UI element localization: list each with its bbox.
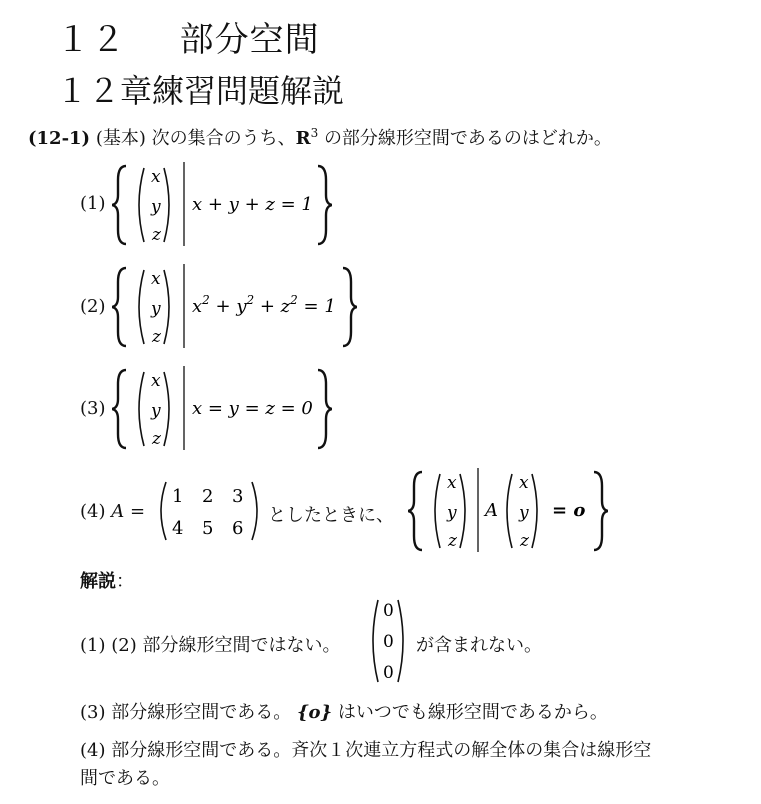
solution-colon: ： — [116, 571, 134, 592]
right-paren — [164, 372, 169, 446]
vec-entry: z — [448, 531, 457, 551]
zero-entry: 0 — [383, 601, 394, 621]
right-paren — [164, 270, 169, 344]
right-brace — [318, 166, 332, 244]
left-paren — [373, 600, 378, 682]
vec-entry: y — [151, 401, 161, 421]
right-brace — [594, 472, 608, 550]
solution-line-3-cont: 間である。 — [80, 768, 170, 789]
vec-entry: x — [447, 473, 457, 493]
zero-entry: 0 — [383, 632, 394, 652]
solution-text: 部分線形空間ではない。 — [142, 635, 341, 656]
matrix-cell: 1 — [172, 486, 184, 507]
vec-entry: x — [151, 167, 161, 187]
solution-line-2 — [80, 698, 608, 724]
left-paren — [435, 474, 440, 548]
matrix-a — [156, 478, 264, 544]
matrix-cell: 6 — [232, 518, 244, 539]
condition-matrix: A — [485, 500, 498, 521]
solution-line-3 — [80, 736, 651, 762]
zero-entry: 0 — [383, 663, 394, 683]
item-1-set — [112, 160, 332, 250]
solution-line-1 — [80, 631, 340, 657]
solution-label: (4) — [80, 740, 106, 761]
condition: x = y = z = 0 — [192, 398, 313, 419]
solution-heading-text: 解説 — [80, 571, 116, 592]
matrix-name: A = — [111, 501, 146, 522]
problem-stem-after: の部分線形空間であるのはどれか。 — [323, 128, 612, 149]
right-brace — [318, 370, 332, 448]
problem-statement — [28, 124, 612, 150]
solution-text: 部分線形空間である。 — [111, 702, 292, 723]
right-brace — [343, 268, 357, 346]
solution-label: (3) — [80, 702, 106, 723]
right-paren — [460, 474, 465, 548]
vec-entry: x — [151, 269, 161, 289]
zero-vector — [368, 596, 410, 686]
problem-number: (12-1) — [28, 128, 91, 149]
vec-entry: z — [520, 531, 529, 551]
left-paren — [139, 168, 144, 242]
vec-entry: z — [152, 327, 161, 347]
zero-set: {o} — [296, 702, 333, 723]
vec-entry: x — [519, 473, 529, 493]
solution-text: 部分線形空間である。斉次１次連立方程式の解全体の集合は線形空 — [111, 740, 652, 761]
condition: x + y + z = 1 — [192, 194, 313, 215]
matrix-cell: 4 — [172, 518, 184, 539]
left-brace — [112, 268, 126, 346]
solution-label: (1) (2) — [80, 635, 137, 656]
item-label-3: (3) — [80, 398, 106, 419]
item-3-set — [112, 364, 332, 454]
item-label-4 — [80, 501, 145, 522]
right-paren — [164, 168, 169, 242]
vec-entry: z — [152, 225, 161, 245]
matrix-cell: 5 — [202, 518, 214, 539]
right-paren — [532, 474, 537, 548]
left-paren — [507, 474, 512, 548]
solution-heading — [80, 567, 134, 593]
matrix-cell: 3 — [232, 486, 244, 507]
left-brace — [112, 370, 126, 448]
item-label-2: (2) — [80, 296, 106, 317]
section-heading: １２章練習問題解説 — [56, 72, 345, 110]
right-paren — [252, 482, 257, 540]
left-brace — [408, 472, 422, 550]
item-4-middle-text: としたときに、 — [268, 505, 394, 526]
left-paren — [161, 482, 166, 540]
chapter-title — [56, 12, 320, 61]
item-4-set — [408, 466, 608, 556]
left-paren — [139, 372, 144, 446]
left-brace — [112, 166, 126, 244]
problem-tag: (基本) — [95, 128, 146, 149]
chapter-number: １２ — [56, 20, 126, 60]
right-paren — [398, 600, 403, 682]
solution-line-1-after: が含まれない。 — [416, 635, 542, 656]
item-label-1: (1) — [80, 193, 106, 214]
condition: $x^2 + y^2 + z^2 = 1$ — [192, 293, 336, 317]
space-exponent: 3 — [310, 126, 319, 140]
vec-entry: z — [152, 429, 161, 449]
problem-stem: 次の集合のうち、 — [151, 128, 296, 149]
vec-entry: x — [151, 371, 161, 391]
chapter-name: 部分空間 — [179, 20, 320, 60]
condition-rhs: = o — [552, 500, 586, 521]
vec-entry: y — [151, 299, 161, 319]
vec-entry: y — [447, 503, 457, 523]
item-2-set — [112, 262, 357, 352]
item-4-number: (4) — [80, 501, 106, 522]
solution-text-after: はいつでも線形空間であるから。 — [337, 702, 608, 723]
matrix-cell: 2 — [202, 486, 214, 507]
left-paren — [139, 270, 144, 344]
space-symbol: R — [295, 128, 311, 149]
vec-entry: y — [519, 503, 529, 523]
vec-entry: y — [151, 197, 161, 217]
